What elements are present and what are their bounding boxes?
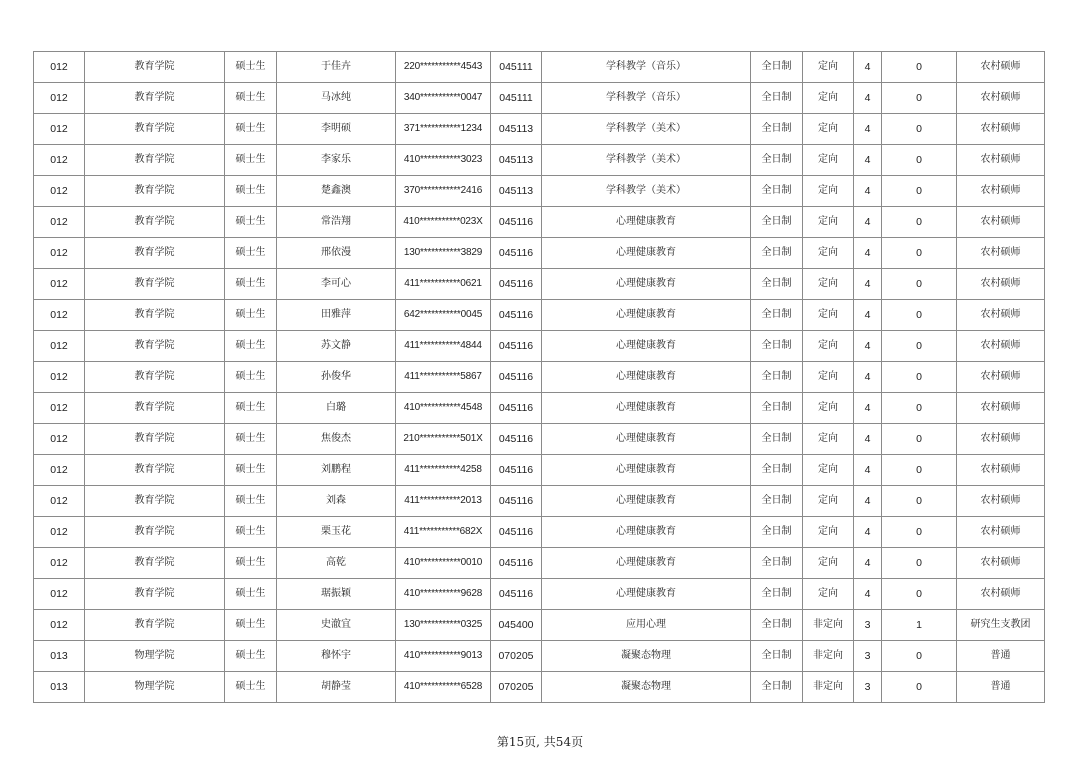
unit-code-cell: 012 (34, 269, 85, 300)
level-cell: 硕士生 (225, 269, 277, 300)
duration-cell: 3 (854, 610, 882, 641)
major-code-cell: 045116 (491, 300, 542, 331)
count-cell: 0 (882, 424, 957, 455)
college-cell: 教育学院 (85, 331, 225, 362)
study-mode-cell: 全日制 (751, 362, 803, 393)
id-number-cell: 410***********3023 (396, 145, 491, 176)
major-name-cell: 心理健康教育 (542, 238, 751, 269)
level-cell: 硕士生 (225, 238, 277, 269)
level-cell: 硕士生 (225, 455, 277, 486)
level-cell: 硕士生 (225, 486, 277, 517)
major-code-cell: 045116 (491, 424, 542, 455)
category-cell: 农村硕师 (957, 83, 1045, 114)
orientation-cell: 定向 (803, 517, 854, 548)
table-row (34, 114, 1045, 145)
unit-code-cell: 012 (34, 83, 85, 114)
study-mode-cell: 全日制 (751, 269, 803, 300)
unit-code-cell: 012 (34, 579, 85, 610)
table-row (34, 455, 1045, 486)
duration-cell: 4 (854, 331, 882, 362)
count-cell: 0 (882, 579, 957, 610)
study-mode-cell: 全日制 (751, 548, 803, 579)
category-cell: 农村硕师 (957, 269, 1045, 300)
major-code-cell: 045116 (491, 269, 542, 300)
orientation-cell: 定向 (803, 362, 854, 393)
major-name-cell: 心理健康教育 (542, 455, 751, 486)
orientation-cell: 定向 (803, 548, 854, 579)
category-cell: 农村硕师 (957, 548, 1045, 579)
college-cell: 物理学院 (85, 672, 225, 703)
unit-code-cell: 012 (34, 331, 85, 362)
major-code-cell: 045111 (491, 52, 542, 83)
id-number-cell: 410***********9628 (396, 579, 491, 610)
unit-code-cell: 012 (34, 300, 85, 331)
id-number-cell: 130***********3829 (396, 238, 491, 269)
major-code-cell: 045116 (491, 331, 542, 362)
level-cell: 硕士生 (225, 145, 277, 176)
name-cell: 孙俊华 (277, 362, 396, 393)
level-cell: 硕士生 (225, 207, 277, 238)
major-name-cell: 凝聚态物理 (542, 672, 751, 703)
id-number-cell: 410***********6528 (396, 672, 491, 703)
unit-code-cell: 012 (34, 393, 85, 424)
level-cell: 硕士生 (225, 114, 277, 145)
category-cell: 研究生支教团 (957, 610, 1045, 641)
major-name-cell: 心理健康教育 (542, 269, 751, 300)
category-cell: 农村硕师 (957, 207, 1045, 238)
table-row (34, 393, 1045, 424)
table-row (34, 238, 1045, 269)
study-mode-cell: 全日制 (751, 486, 803, 517)
study-mode-cell: 全日制 (751, 114, 803, 145)
major-name-cell: 心理健康教育 (542, 548, 751, 579)
study-mode-cell: 全日制 (751, 579, 803, 610)
college-cell: 教育学院 (85, 52, 225, 83)
duration-cell: 4 (854, 393, 882, 424)
id-number-cell: 210***********501X (396, 424, 491, 455)
unit-code-cell: 012 (34, 176, 85, 207)
id-number-cell: 410***********023X (396, 207, 491, 238)
major-code-cell: 070205 (491, 672, 542, 703)
college-cell: 教育学院 (85, 83, 225, 114)
major-code-cell: 045116 (491, 207, 542, 238)
id-number-cell: 410***********4548 (396, 393, 491, 424)
count-cell: 0 (882, 238, 957, 269)
category-cell: 农村硕师 (957, 145, 1045, 176)
category-cell: 农村硕师 (957, 393, 1045, 424)
level-cell: 硕士生 (225, 300, 277, 331)
major-code-cell: 045116 (491, 362, 542, 393)
table-row (34, 52, 1045, 83)
category-cell: 农村硕师 (957, 114, 1045, 145)
orientation-cell: 定向 (803, 176, 854, 207)
level-cell: 硕士生 (225, 176, 277, 207)
college-cell: 教育学院 (85, 455, 225, 486)
category-cell: 农村硕师 (957, 238, 1045, 269)
orientation-cell: 定向 (803, 238, 854, 269)
major-name-cell: 应用心理 (542, 610, 751, 641)
category-cell: 农村硕师 (957, 331, 1045, 362)
major-name-cell: 心理健康教育 (542, 331, 751, 362)
unit-code-cell: 013 (34, 641, 85, 672)
major-code-cell: 045113 (491, 145, 542, 176)
category-cell: 农村硕师 (957, 455, 1045, 486)
level-cell: 硕士生 (225, 393, 277, 424)
unit-code-cell: 012 (34, 52, 85, 83)
college-cell: 教育学院 (85, 176, 225, 207)
orientation-cell: 非定向 (803, 672, 854, 703)
study-mode-cell: 全日制 (751, 176, 803, 207)
duration-cell: 3 (854, 641, 882, 672)
major-name-cell: 心理健康教育 (542, 300, 751, 331)
count-cell: 0 (882, 517, 957, 548)
unit-code-cell: 012 (34, 517, 85, 548)
major-code-cell: 045116 (491, 393, 542, 424)
name-cell: 白璐 (277, 393, 396, 424)
unit-code-cell: 012 (34, 238, 85, 269)
major-code-cell: 070205 (491, 641, 542, 672)
id-number-cell: 220***********4543 (396, 52, 491, 83)
unit-code-cell: 012 (34, 486, 85, 517)
orientation-cell: 定向 (803, 52, 854, 83)
college-cell: 教育学院 (85, 610, 225, 641)
unit-code-cell: 012 (34, 362, 85, 393)
category-cell: 农村硕师 (957, 579, 1045, 610)
duration-cell: 4 (854, 300, 882, 331)
study-mode-cell: 全日制 (751, 145, 803, 176)
duration-cell: 4 (854, 176, 882, 207)
duration-cell: 4 (854, 238, 882, 269)
major-code-cell: 045113 (491, 176, 542, 207)
enrollment-table (33, 51, 1045, 703)
table-row (34, 486, 1045, 517)
id-number-cell: 130***********0325 (396, 610, 491, 641)
category-cell: 农村硕师 (957, 424, 1045, 455)
duration-cell: 4 (854, 207, 882, 238)
table-row (34, 300, 1045, 331)
study-mode-cell: 全日制 (751, 331, 803, 362)
count-cell: 0 (882, 486, 957, 517)
study-mode-cell: 全日制 (751, 610, 803, 641)
unit-code-cell: 012 (34, 610, 85, 641)
name-cell: 李明硕 (277, 114, 396, 145)
unit-code-cell: 012 (34, 114, 85, 145)
table-row (34, 610, 1045, 641)
college-cell: 教育学院 (85, 238, 225, 269)
id-number-cell: 411***********2013 (396, 486, 491, 517)
level-cell: 硕士生 (225, 362, 277, 393)
table-row (34, 579, 1045, 610)
id-number-cell: 411***********4258 (396, 455, 491, 486)
id-number-cell: 410***********9013 (396, 641, 491, 672)
name-cell: 邢依漫 (277, 238, 396, 269)
level-cell: 硕士生 (225, 517, 277, 548)
major-name-cell: 学科教学（美术） (542, 145, 751, 176)
name-cell: 琚振颖 (277, 579, 396, 610)
id-number-cell: 642***********0045 (396, 300, 491, 331)
major-name-cell: 心理健康教育 (542, 207, 751, 238)
orientation-cell: 定向 (803, 393, 854, 424)
name-cell: 于佳卉 (277, 52, 396, 83)
orientation-cell: 非定向 (803, 641, 854, 672)
level-cell: 硕士生 (225, 83, 277, 114)
name-cell: 刘鹏程 (277, 455, 396, 486)
major-name-cell: 心理健康教育 (542, 362, 751, 393)
study-mode-cell: 全日制 (751, 393, 803, 424)
name-cell: 楚鑫澳 (277, 176, 396, 207)
duration-cell: 4 (854, 548, 882, 579)
table-row (34, 641, 1045, 672)
count-cell: 0 (882, 269, 957, 300)
study-mode-cell: 全日制 (751, 517, 803, 548)
college-cell: 教育学院 (85, 114, 225, 145)
college-cell: 教育学院 (85, 207, 225, 238)
study-mode-cell: 全日制 (751, 300, 803, 331)
table-row (34, 424, 1045, 455)
college-cell: 教育学院 (85, 517, 225, 548)
table-row (34, 207, 1045, 238)
study-mode-cell: 全日制 (751, 455, 803, 486)
duration-cell: 4 (854, 52, 882, 83)
college-cell: 教育学院 (85, 548, 225, 579)
id-number-cell: 411***********682X (396, 517, 491, 548)
major-name-cell: 心理健康教育 (542, 424, 751, 455)
id-number-cell: 410***********0010 (396, 548, 491, 579)
id-number-cell: 411***********4844 (396, 331, 491, 362)
major-code-cell: 045111 (491, 83, 542, 114)
table-body (34, 52, 1045, 703)
major-name-cell: 学科教学（音乐） (542, 52, 751, 83)
count-cell: 0 (882, 641, 957, 672)
major-code-cell: 045116 (491, 455, 542, 486)
major-name-cell: 心理健康教育 (542, 486, 751, 517)
name-cell: 常浩翔 (277, 207, 396, 238)
id-number-cell: 411***********0621 (396, 269, 491, 300)
major-code-cell: 045116 (491, 579, 542, 610)
category-cell: 农村硕师 (957, 52, 1045, 83)
orientation-cell: 非定向 (803, 610, 854, 641)
name-cell: 刘森 (277, 486, 396, 517)
duration-cell: 4 (854, 455, 882, 486)
count-cell: 0 (882, 455, 957, 486)
category-cell: 农村硕师 (957, 517, 1045, 548)
count-cell: 0 (882, 83, 957, 114)
college-cell: 教育学院 (85, 393, 225, 424)
table-row (34, 672, 1045, 703)
count-cell: 1 (882, 610, 957, 641)
table-row (34, 176, 1045, 207)
id-number-cell: 370***********2416 (396, 176, 491, 207)
id-number-cell: 340***********0047 (396, 83, 491, 114)
orientation-cell: 定向 (803, 300, 854, 331)
count-cell: 0 (882, 52, 957, 83)
orientation-cell: 定向 (803, 207, 854, 238)
level-cell: 硕士生 (225, 579, 277, 610)
category-cell: 农村硕师 (957, 300, 1045, 331)
level-cell: 硕士生 (225, 52, 277, 83)
orientation-cell: 定向 (803, 486, 854, 517)
major-code-cell: 045400 (491, 610, 542, 641)
study-mode-cell: 全日制 (751, 52, 803, 83)
category-cell: 农村硕师 (957, 362, 1045, 393)
name-cell: 苏文静 (277, 331, 396, 362)
orientation-cell: 定向 (803, 331, 854, 362)
orientation-cell: 定向 (803, 424, 854, 455)
table-row (34, 145, 1045, 176)
table-row (34, 269, 1045, 300)
category-cell: 农村硕师 (957, 176, 1045, 207)
major-name-cell: 心理健康教育 (542, 579, 751, 610)
study-mode-cell: 全日制 (751, 83, 803, 114)
duration-cell: 4 (854, 486, 882, 517)
level-cell: 硕士生 (225, 610, 277, 641)
college-cell: 物理学院 (85, 641, 225, 672)
unit-code-cell: 012 (34, 424, 85, 455)
major-code-cell: 045116 (491, 238, 542, 269)
name-cell: 田雅萍 (277, 300, 396, 331)
category-cell: 普通 (957, 672, 1045, 703)
unit-code-cell: 013 (34, 672, 85, 703)
unit-code-cell: 012 (34, 207, 85, 238)
level-cell: 硕士生 (225, 331, 277, 362)
duration-cell: 4 (854, 362, 882, 393)
duration-cell: 4 (854, 114, 882, 145)
duration-cell: 3 (854, 672, 882, 703)
study-mode-cell: 全日制 (751, 238, 803, 269)
table-row (34, 83, 1045, 114)
category-cell: 普通 (957, 641, 1045, 672)
count-cell: 0 (882, 176, 957, 207)
major-code-cell: 045116 (491, 517, 542, 548)
unit-code-cell: 012 (34, 455, 85, 486)
unit-code-cell: 012 (34, 548, 85, 579)
page-number: 第15页, 共54页 (496, 735, 584, 749)
unit-code-cell: 012 (34, 145, 85, 176)
college-cell: 教育学院 (85, 486, 225, 517)
level-cell: 硕士生 (225, 641, 277, 672)
college-cell: 教育学院 (85, 579, 225, 610)
college-cell: 教育学院 (85, 145, 225, 176)
id-number-cell: 371***********1234 (396, 114, 491, 145)
study-mode-cell: 全日制 (751, 641, 803, 672)
college-cell: 教育学院 (85, 424, 225, 455)
college-cell: 教育学院 (85, 269, 225, 300)
major-code-cell: 045116 (491, 548, 542, 579)
major-name-cell: 学科教学（音乐） (542, 83, 751, 114)
name-cell: 史澈宜 (277, 610, 396, 641)
name-cell: 李可心 (277, 269, 396, 300)
level-cell: 硕士生 (225, 548, 277, 579)
name-cell: 高乾 (277, 548, 396, 579)
orientation-cell: 定向 (803, 269, 854, 300)
orientation-cell: 定向 (803, 455, 854, 486)
table-row (34, 517, 1045, 548)
name-cell: 李家乐 (277, 145, 396, 176)
study-mode-cell: 全日制 (751, 672, 803, 703)
table-row (34, 362, 1045, 393)
study-mode-cell: 全日制 (751, 424, 803, 455)
category-cell: 农村硕师 (957, 486, 1045, 517)
college-cell: 教育学院 (85, 300, 225, 331)
count-cell: 0 (882, 672, 957, 703)
duration-cell: 4 (854, 269, 882, 300)
major-name-cell: 心理健康教育 (542, 393, 751, 424)
count-cell: 0 (882, 145, 957, 176)
level-cell: 硕士生 (225, 424, 277, 455)
major-name-cell: 凝聚态物理 (542, 641, 751, 672)
id-number-cell: 411***********5867 (396, 362, 491, 393)
count-cell: 0 (882, 393, 957, 424)
count-cell: 0 (882, 331, 957, 362)
count-cell: 0 (882, 114, 957, 145)
duration-cell: 4 (854, 517, 882, 548)
major-name-cell: 心理健康教育 (542, 517, 751, 548)
name-cell: 胡静莹 (277, 672, 396, 703)
level-cell: 硕士生 (225, 672, 277, 703)
major-name-cell: 学科教学（美术） (542, 114, 751, 145)
name-cell: 穆怀宇 (277, 641, 396, 672)
major-code-cell: 045116 (491, 486, 542, 517)
orientation-cell: 定向 (803, 579, 854, 610)
major-code-cell: 045113 (491, 114, 542, 145)
name-cell: 焦俊杰 (277, 424, 396, 455)
table-row (34, 548, 1045, 579)
college-cell: 教育学院 (85, 362, 225, 393)
count-cell: 0 (882, 362, 957, 393)
name-cell: 马冰纯 (277, 83, 396, 114)
count-cell: 0 (882, 207, 957, 238)
orientation-cell: 定向 (803, 83, 854, 114)
duration-cell: 4 (854, 579, 882, 610)
orientation-cell: 定向 (803, 114, 854, 145)
study-mode-cell: 全日制 (751, 207, 803, 238)
name-cell: 栗玉花 (277, 517, 396, 548)
table-row (34, 331, 1045, 362)
count-cell: 0 (882, 300, 957, 331)
duration-cell: 4 (854, 83, 882, 114)
count-cell: 0 (882, 548, 957, 579)
major-name-cell: 学科教学（美术） (542, 176, 751, 207)
orientation-cell: 定向 (803, 145, 854, 176)
duration-cell: 4 (854, 145, 882, 176)
duration-cell: 4 (854, 424, 882, 455)
